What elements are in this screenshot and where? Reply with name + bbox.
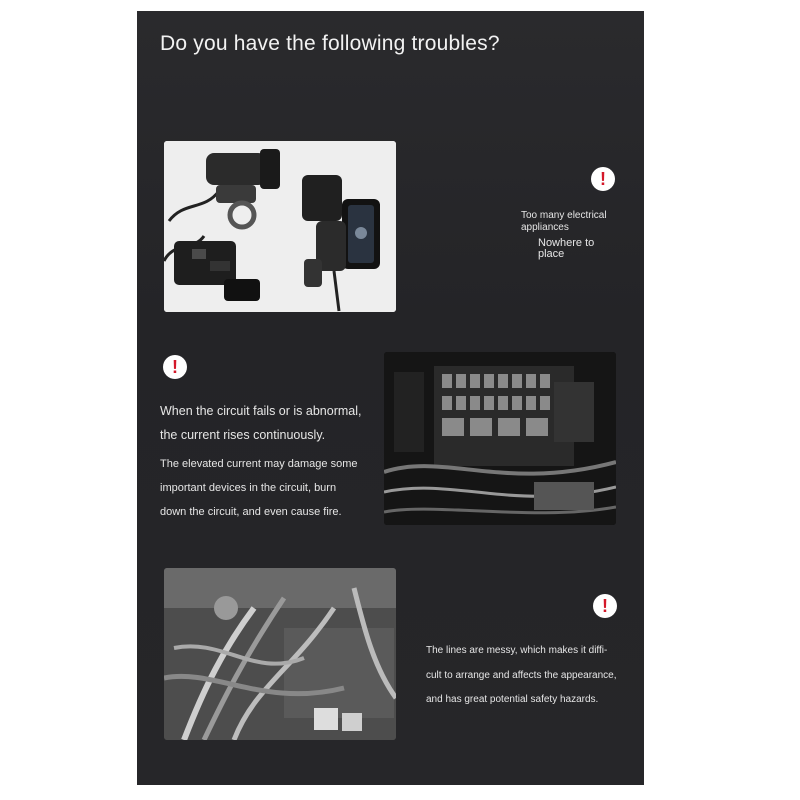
circuit-body-2: important devices in the circuit, burn [160, 482, 337, 494]
messy-text-1: The lines are messy, which makes it diffi- [426, 645, 608, 656]
fuse-box-photo [384, 352, 616, 525]
trouble-text-1: Too many electrical [521, 210, 607, 221]
warning-icon: ! [591, 167, 615, 191]
warning-icon: ! [593, 594, 617, 618]
trouble-text-4: place [538, 248, 565, 260]
page-title: Do you have the following troubles? [160, 32, 500, 55]
messy-text-2: cult to arrange and affects the appearance, [426, 670, 617, 681]
circuit-body-3: down the circuit, and even cause fire. [160, 506, 342, 518]
circuit-body-1: The elevated current may damage some [160, 458, 358, 470]
circuit-heading-1: When the circuit fails or is abnormal, [160, 404, 362, 418]
messy-text-3: and has great potential safety hazards. [426, 694, 599, 705]
circuit-heading-2: the current rises continuously. [160, 428, 326, 442]
trouble-text-3: Nowhere to [538, 237, 595, 249]
messy-wires-photo [164, 568, 396, 740]
warning-icon: ! [163, 355, 187, 379]
accessories-photo [164, 141, 396, 312]
trouble-text-2: appliances [521, 222, 569, 233]
